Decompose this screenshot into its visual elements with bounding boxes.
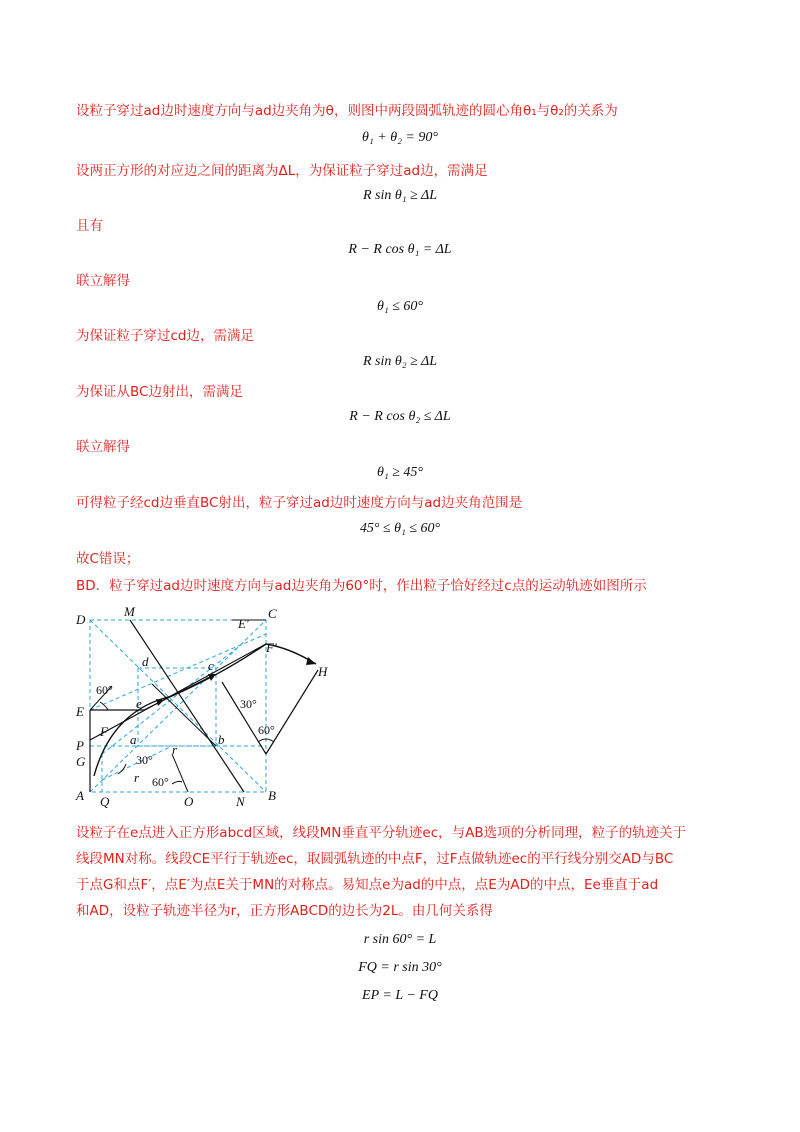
label-O: O [184,794,194,809]
label-F: F [100,724,108,739]
text-line-8: 可得粒子经cd边垂直BC射出，粒子穿过ad边时速度方向与ad边夹角范围是 [76,495,523,511]
text-line-14: 和AD，设粒子轨迹半径为r，正方形ABCD的边长为2L。由几何关系得 [76,903,493,919]
label-E: E [76,704,84,719]
label-angle-60-E: 60° [96,683,113,697]
text-line-3: 且有 [76,218,103,234]
line-a-b [152,684,216,746]
label-b: b [218,732,225,747]
diagram-svg [72,604,342,810]
text-line-2: 设两正方形的对应边之间的距离为ΔL，为保证粒子穿过ad边，需满足 [76,163,488,179]
mid-arrowhead [156,699,164,706]
text-line-12: 线段MN对称。线段CE平行于轨迹ec，取圆弧轨迹的中点F，过F点做轨迹ec的平行线分别交AD与BC [76,851,674,867]
label-E-prime: E′ [238,616,249,631]
line-r-O [172,754,188,792]
equation-theta1-range: 45° ≤ θ₁ ≤ 60° [359,521,441,536]
geometry-diagram [72,604,342,810]
text-line-10: BD．粒子穿过ad边时速度方向与ad边夹角为60°时，作出粒子恰好经过c点的运动轨迹如图所示 [76,578,647,594]
path-G-Fprime [90,644,266,740]
equation-theta1-ge-45: θ₁ ≥ 45° [376,465,424,480]
label-H: H [318,664,328,679]
label-r-upper: r [172,742,178,757]
text-line-5: 为保证粒子穿过cd边，需满足 [76,328,254,344]
text-line-7: 联立解得 [76,439,130,455]
equation-rsin60: r sin 60° = L [363,932,437,947]
label-angle-60-lower: 60° [152,775,169,789]
equation-EP: EP = L − FQ [362,988,438,1003]
label-B: B [268,788,276,803]
label-N: N [236,794,245,809]
sector-radius-1 [222,682,266,754]
label-e: e [136,696,142,711]
label-G: G [76,754,86,769]
label-Q: Q [100,794,110,809]
label-A: A [76,788,84,803]
label-D: D [76,612,86,627]
label-angle-60-sector: 60° [258,723,275,737]
label-P: P [76,738,84,753]
text-line-1: 设粒子穿过ad边时速度方向与ad边夹角为θ，则图中两段圆弧轨迹的圆心角θ₁与θ₂的关系为 [76,103,618,119]
equation-rcos-theta2: R − R cos θ₂ ≤ ΔL [349,409,451,424]
angle-arc-Q [118,764,126,774]
label-d: d [142,654,149,669]
label-angle-30-sector: 30° [240,697,257,711]
text-line-9: 故C错误； [76,551,140,567]
equation-theta1-le-60: θ₁ ≤ 60° [376,299,424,314]
exit-arrowhead [306,657,316,665]
equation-rsin-theta2: R sin θ₂ ≥ ΔL [362,354,438,369]
equation-rcos-theta1: R − R cos θ₁ = ΔL [348,242,452,257]
label-r-lower: r [134,770,140,785]
label-a: a [130,732,137,747]
text-line-4: 联立解得 [76,273,130,289]
text-line-11: 设粒子在e点进入正方形abcd区域，线段MN垂直平分轨迹ec，与AB选项的分析同理，粒子的轨迹关于 [76,825,687,841]
text-line-13: 于点G和点F′，点E′为点E关于MN的对称点。易知点e为ad的中点，点E为AD的中点，Ee垂直于ad [76,877,659,893]
label-M: M [124,604,135,619]
text-line-6: 为保证从BC边射出，需满足 [76,384,243,400]
label-c: c [208,658,214,673]
label-angle-30-lower: 30° [136,753,153,767]
equation-FQ: FQ = r sin 30° [358,960,442,975]
angle-arc-E [100,702,108,710]
label-C: C [268,606,277,621]
angle-arc-O [172,781,182,784]
equation-rsin-theta1: R sin θ₁ ≥ ΔL [362,188,438,203]
equation-theta-sum: θ₁ + θ₂ = 90° [362,130,438,145]
label-F-prime: F′ [266,640,277,655]
